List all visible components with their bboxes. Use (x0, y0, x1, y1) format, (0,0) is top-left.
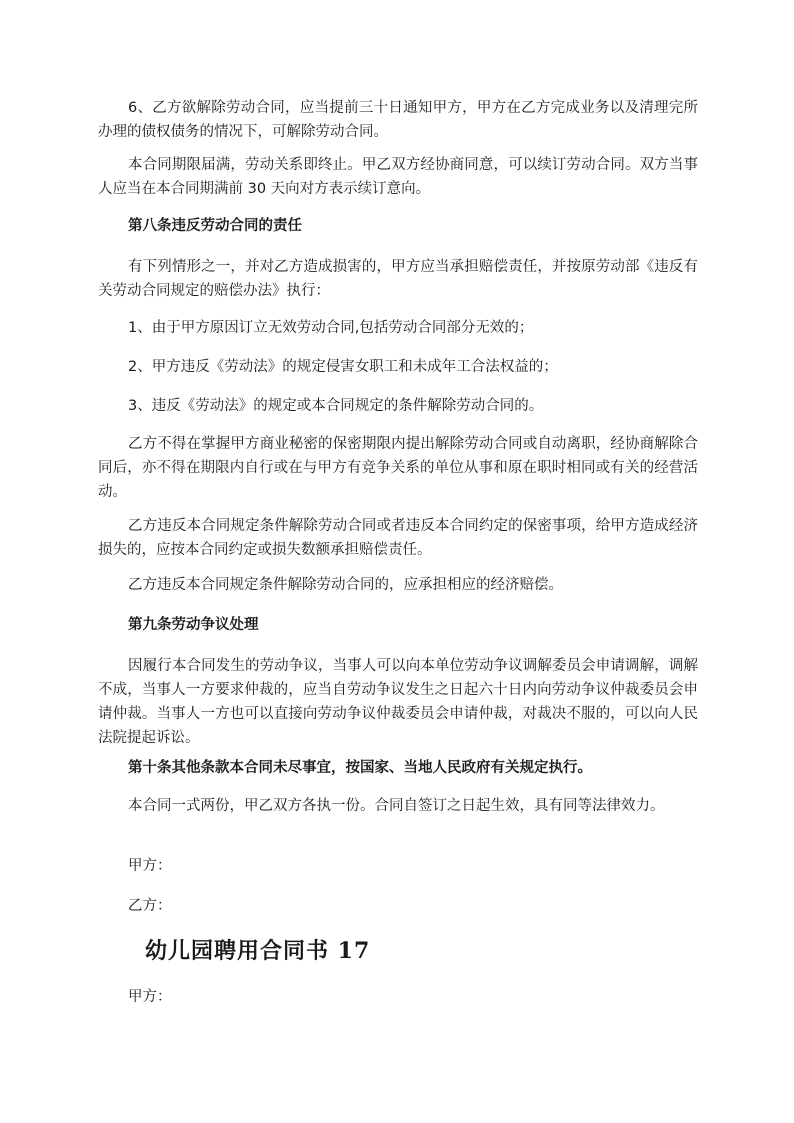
article-8-intro: 有下列情形之一，并对乙方造成损害的，甲方应当承担赔偿责任，并按原劳动部《违反有关劳动合同规定的赔偿办法》执行： (98, 259, 698, 299)
article-8-damages-paragraph: 乙方违反本合同规定条件解除劳动合同或者违反本合同约定的保密事项，给甲方造成经济损失的，应按本合同约定或损失数额承担赔偿责任。 (98, 518, 698, 558)
article-8-secrecy-paragraph: 乙方不得在掌握甲方商业秘密的保密期限内提出解除劳动合同或自动离职，经协商解除合同后，亦不得在期限内自行或在与甲方有竞争关系的单位从事和原在职时相同或有关的经营活动。 (98, 436, 698, 500)
clause-6-employee-termination: 6、乙方欲解除劳动合同，应当提前三十日通知甲方，甲方在乙方完成业务以及清理完所办理的债权债务的情况下，可解除劳动合同。 (98, 100, 698, 140)
contract-expiry-paragraph: 本合同期限届满，劳动关系即终止。甲乙双方经协商同意，可以续订劳动合同。双方当事人应当在本合同期满前 30 天向对方表示续订意向。 (98, 157, 698, 197)
article-8-compensation-paragraph: 乙方违反本合同规定条件解除劳动合同的，应承担相应的经济赔偿。 (128, 577, 563, 593)
signature-party-a: 甲方： (128, 858, 172, 874)
article-9-heading: 第九条劳动争议处理 (128, 617, 259, 633)
article-8-item-1: 1、由于甲方原因订立无效劳动合同,包括劳动合同部分无效的； (128, 320, 534, 336)
article-8-item-2: 2、甲方违反《劳动法》的规定侵害女职工和未成年工合法权益的； (128, 359, 558, 375)
article-8-item-3: 3、违反《劳动法》的规定或本合同规定的条件解除劳动合同的。 (128, 398, 544, 414)
article-10-heading: 第十条其他条款本合同未尽事宜，按国家、当地人民政府有关规定执行。 (128, 760, 592, 776)
next-document-party-a: 甲方： (128, 989, 172, 1005)
next-document-title: 幼儿园聘用合同书 17 (145, 938, 371, 964)
article-10-body: 本合同一式两份，甲乙双方各执一份。合同自签订之日起生效，具有同等法律效力。 (128, 798, 665, 814)
article-9-body: 因履行本合同发生的劳动争议，当事人可以向本单位劳动争议调解委员会申请调解，调解不成，当事人一方要求仲裁的，应当自劳动争议发生之日起六十日内向劳动争议仲裁委员会申请仲裁。当事人一方也可以直接向劳动争议仲裁委员会申请仲裁，对裁决不服的，可以向人民法院提起诉讼。 (98, 658, 698, 746)
article-8-heading: 第八条违反劳动合同的责任 (128, 218, 302, 234)
signature-party-b: 乙方： (128, 898, 172, 914)
